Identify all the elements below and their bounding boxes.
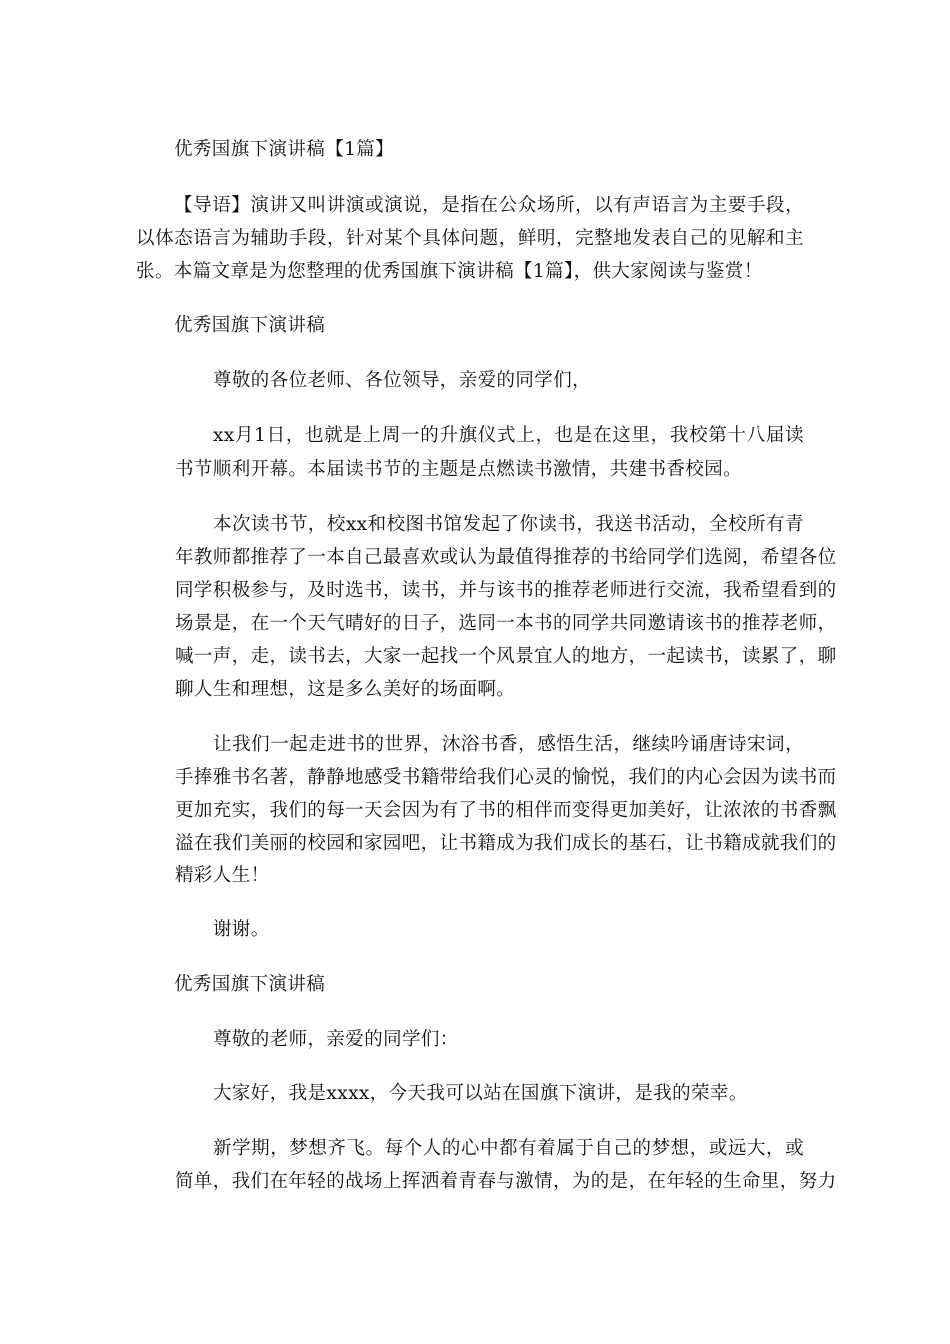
paragraph-line: xx月1日，也就是上周一的升旗仪式上，也是在这里，我校第十八届读 [213, 425, 804, 446]
paragraph-line: 溢在我们美丽的校园和家园吧，让书籍成为我们成长的基石，让书籍成就我们的 [175, 833, 837, 854]
paragraph-line: 大家好，我是xxxx，今天我可以站在国旗下演讲，是我的荣幸。 [213, 1083, 748, 1104]
paragraph-line: 新学期，梦想齐飞。每个人的心中都有着属于自己的梦想，或远大，或 [213, 1138, 804, 1159]
paragraph-line: 喊一声，走，读书去，大家一起找一个风景宜人的地方，一起读书，读累了，聊 [175, 646, 837, 667]
paragraph-line: 场景是，在一个天气晴好的日子，选同一本书的同学共同邀请该书的推荐老师， [175, 613, 837, 634]
paragraph-line: 手捧雅书名著，静静地感受书籍带给我们心灵的愉悦，我们的内心会因为读书而 [175, 767, 837, 788]
paragraph-line: 同学积极参与，及时选书，读书，并与该书的推荐老师进行交流，我希望看到的 [175, 580, 837, 601]
paragraph-line: 精彩人生！ [175, 865, 270, 886]
speech-heading: 优秀国旗下演讲稿 [174, 315, 326, 336]
paragraph-line: 更加充实，我们的每一天会因为有了书的相伴而变得更加美好，让浓浓的书香飘 [175, 800, 837, 821]
speech-greeting: 尊敬的各位老师、各位领导，亲爱的同学们， [213, 370, 592, 391]
paragraph-line: 聊人生和理想，这是多么美好的场面啊。 [175, 679, 516, 700]
paragraph-line: 让我们一起走进书的世界，沐浴书香，感悟生活，继续吟诵唐诗宋词， [213, 734, 804, 755]
paragraph-line: 简单，我们在年轻的战场上挥洒着青春与激情，为的是，在年轻的生命里，努力 [175, 1171, 837, 1192]
speech-closing: 谢谢。 [213, 919, 270, 940]
document-title: 优秀国旗下演讲稿【1篇】 [174, 139, 395, 160]
speech-heading: 优秀国旗下演讲稿 [174, 974, 326, 995]
speech-greeting: 尊敬的老师，亲爱的同学们： [213, 1029, 459, 1050]
intro-line: 张。本篇文章是为您整理的优秀国旗下演讲稿【1篇】，供大家阅读与鉴赏！ [136, 261, 763, 282]
paragraph-line: 书节顺利开幕。本届读书节的主题是点燃读书激情，共建书香校园。 [175, 459, 743, 480]
intro-line: 【导语】演讲又叫讲演或演说，是指在公众场所，以有声语言为主要手段， [174, 195, 804, 216]
intro-line: 以体态语言为辅助手段，针对某个具体问题，鲜明，完整地发表自己的见解和主 [136, 228, 804, 249]
paragraph-line: 年教师都推荐了一本自己最喜欢或认为最值得推荐的书给同学们选阅，希望各位 [175, 547, 837, 568]
paragraph-line: 本次读书节，校xx和校图书馆发起了你读书，我送书活动，全校所有青 [213, 514, 804, 535]
